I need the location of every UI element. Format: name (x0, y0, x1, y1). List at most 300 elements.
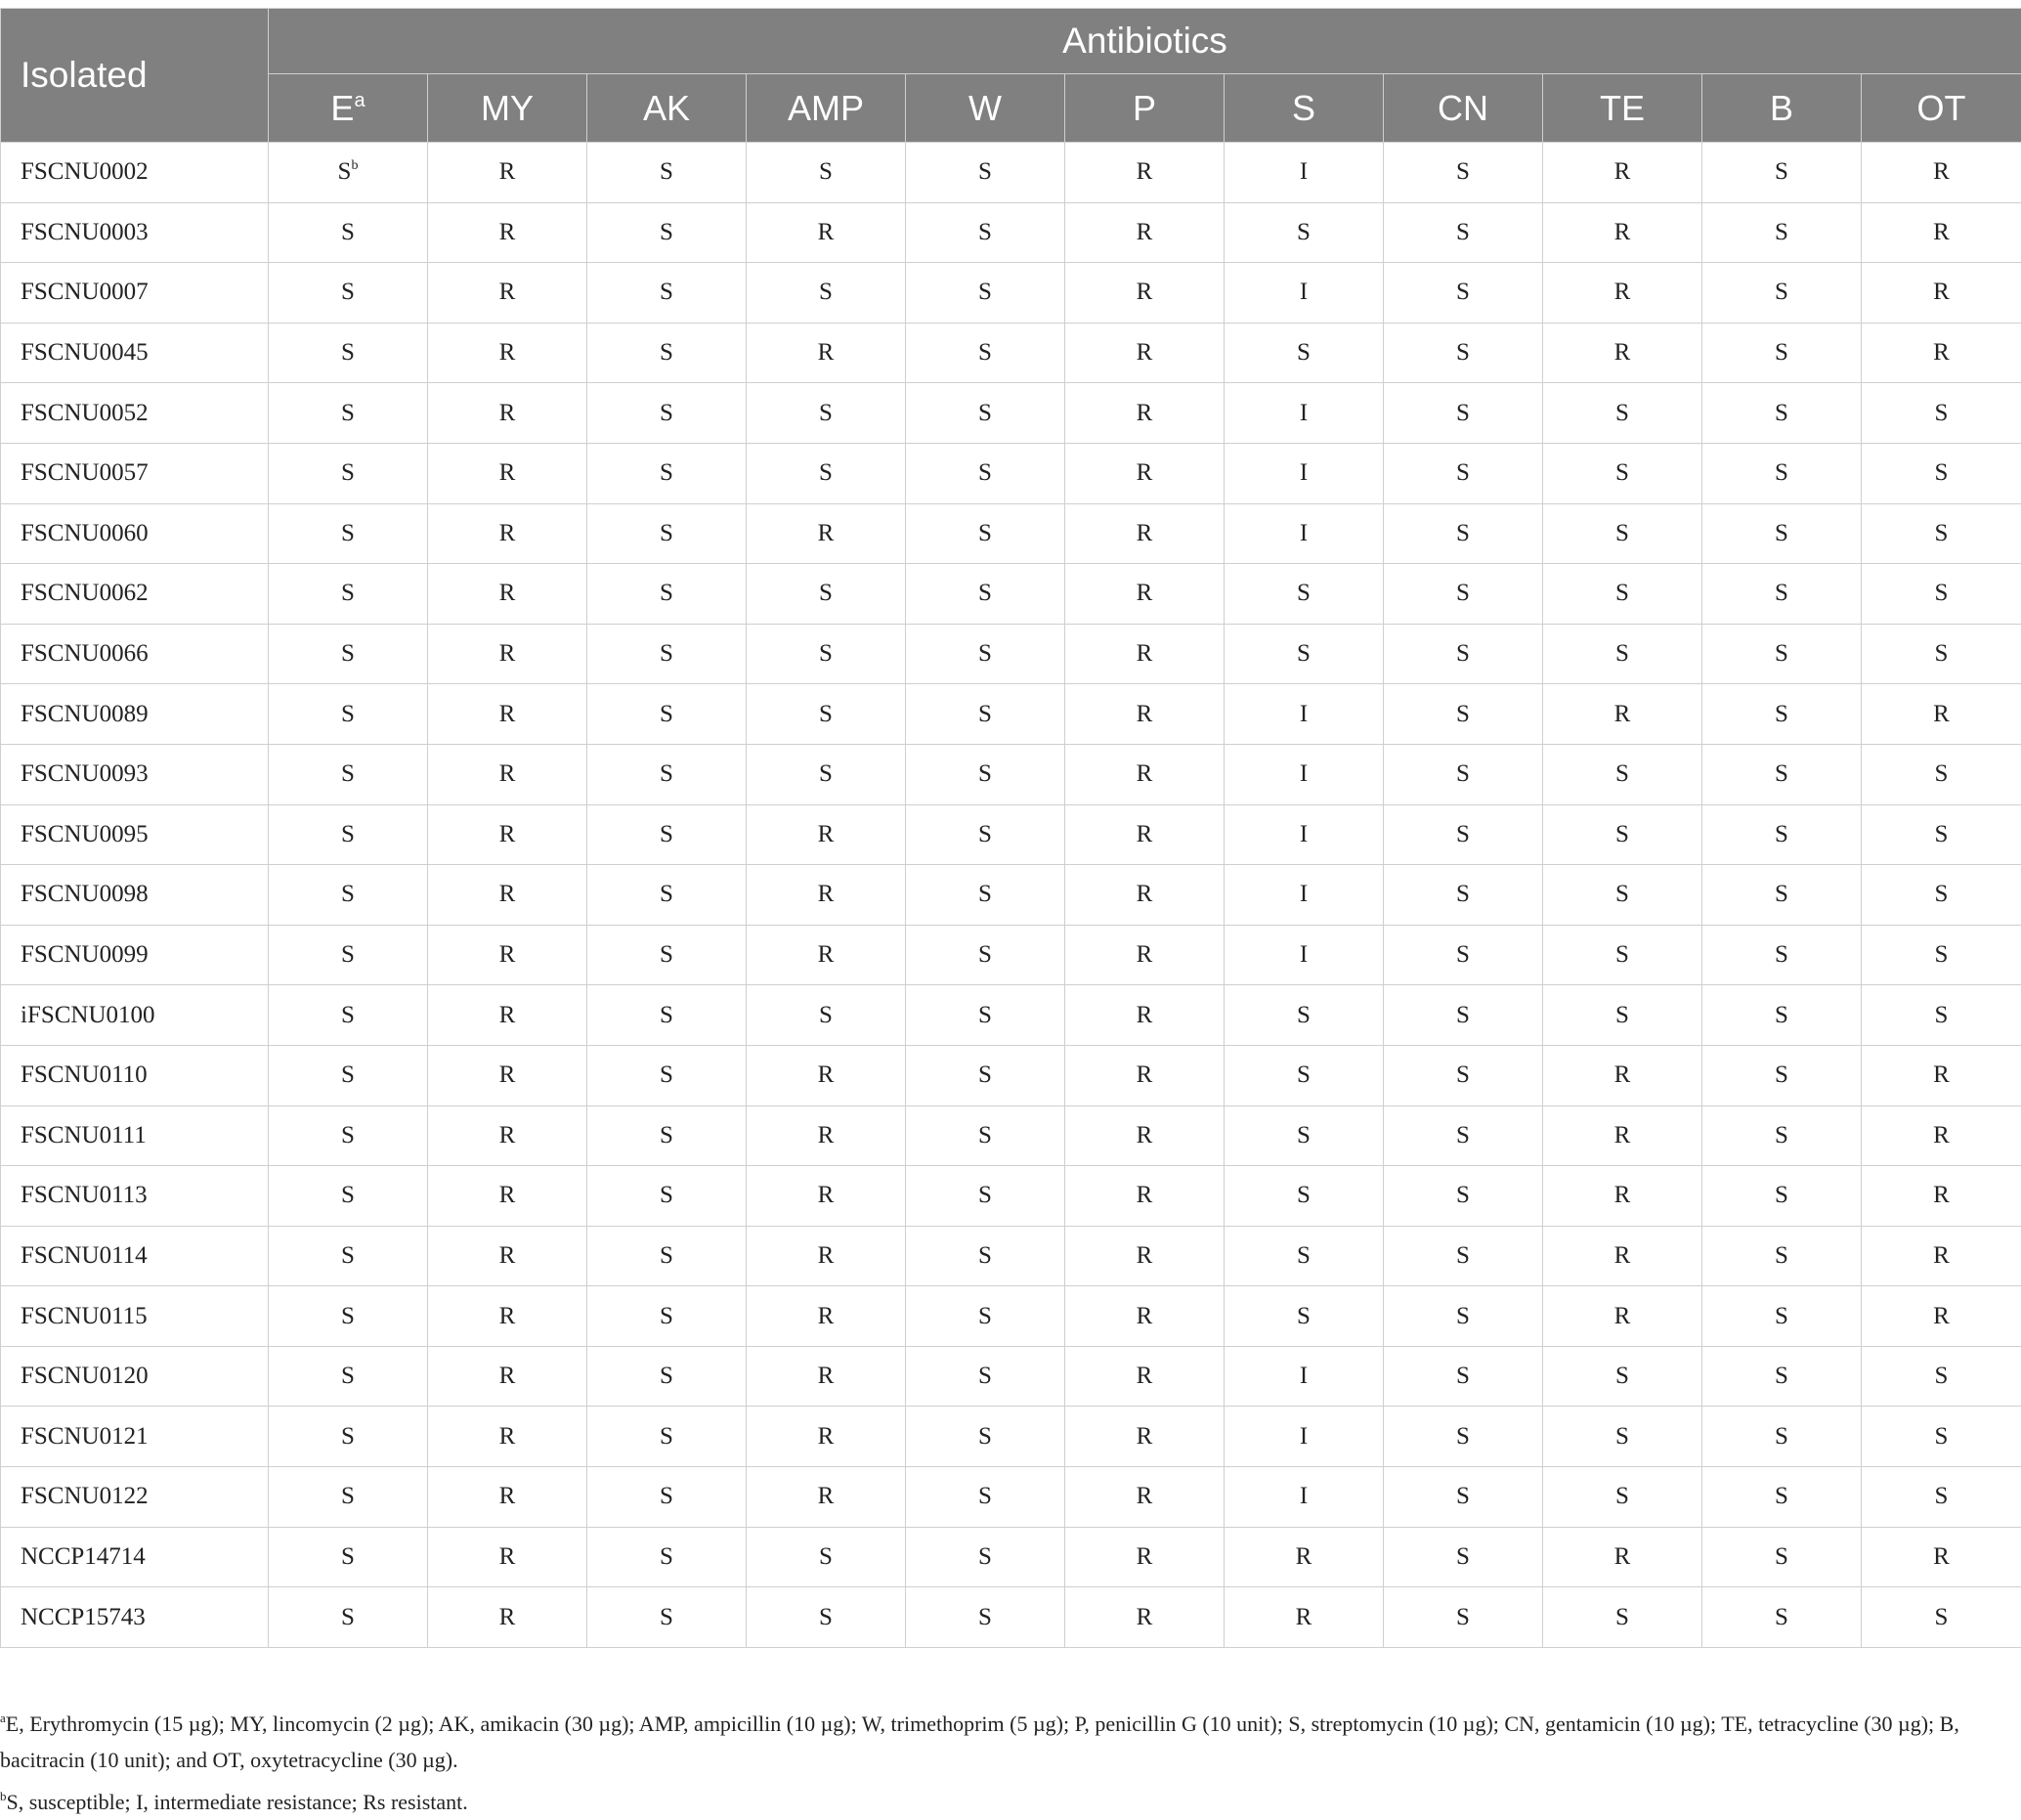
result-value: S (1456, 1423, 1470, 1450)
result-value: S (660, 1423, 673, 1450)
result-value: S (1935, 941, 1949, 968)
result-value: S (978, 459, 992, 486)
result-value: S (978, 1122, 992, 1148)
result-value: R (1614, 1062, 1631, 1088)
result-value: S (978, 760, 992, 787)
result-value: R (818, 1122, 835, 1148)
result-cell (1384, 1045, 1543, 1105)
result-cell (1543, 1226, 1702, 1286)
result-value: I (1300, 400, 1308, 426)
result-value: S (1775, 459, 1788, 486)
result-cell (1862, 624, 2021, 684)
result-cell (1225, 1407, 1384, 1467)
result-cell (269, 202, 428, 263)
result-cell (747, 1346, 906, 1407)
result-cell (428, 1587, 587, 1648)
result-cell (1225, 1587, 1384, 1648)
result-value: I (1300, 520, 1308, 546)
result-cell (1225, 443, 1384, 503)
result-value: S (341, 1303, 355, 1329)
result-value: S (1775, 1483, 1788, 1509)
result-cell (1384, 263, 1543, 324)
result-cell (587, 1166, 747, 1227)
result-value: R (1614, 279, 1631, 305)
result-cell (1862, 1226, 2021, 1286)
result-cell (269, 564, 428, 625)
result-value: S (341, 400, 355, 426)
result-value: S (819, 580, 833, 606)
result-value: R (1614, 701, 1631, 727)
result-value: S (1615, 400, 1629, 426)
result-value: S (341, 640, 355, 667)
result-value: S (341, 339, 355, 366)
result-value: R (1933, 219, 1950, 245)
result-value: I (1300, 881, 1308, 907)
result-cell (1543, 263, 1702, 324)
isolate-cell: FSCNU0110 (1, 1045, 269, 1105)
result-value: S (660, 279, 673, 305)
result-value: I (1300, 1363, 1308, 1389)
result-cell (906, 804, 1065, 865)
result-value: S (660, 1002, 673, 1028)
result-cell (747, 985, 906, 1046)
result-cell (1702, 443, 1862, 503)
result-cell (1543, 925, 1702, 985)
result-value: S (819, 1543, 833, 1570)
result-value: S (1775, 1303, 1788, 1329)
result-cell (269, 1527, 428, 1587)
result-value: I (1300, 158, 1308, 185)
result-value: R (1614, 158, 1631, 185)
result-value: S (341, 520, 355, 546)
result-value: R (499, 520, 516, 546)
result-value: S (1935, 1483, 1949, 1509)
result-cell (906, 1045, 1065, 1105)
result-value: S (1615, 520, 1629, 546)
result-cell (1225, 503, 1384, 564)
susceptibility-table (0, 8, 2021, 1648)
table-row (1, 1467, 2021, 1528)
result-value: R (1137, 400, 1153, 426)
result-value: S (1775, 701, 1788, 727)
result-value: S (341, 1182, 355, 1208)
result-value: S (660, 158, 673, 185)
result-cell (428, 684, 587, 745)
result-value: S (1456, 520, 1470, 546)
result-cell (587, 1346, 747, 1407)
result-cell (747, 1467, 906, 1528)
result-value: R (499, 701, 516, 727)
result-value: S (978, 219, 992, 245)
result-cell (1862, 1105, 2021, 1166)
table-row (1, 1407, 2021, 1467)
result-value: S (660, 1062, 673, 1088)
table-row (1, 1105, 2021, 1166)
result-cell (1702, 1407, 1862, 1467)
footnote-marker: a (354, 90, 365, 111)
result-value: S (341, 219, 355, 245)
table-row (1, 804, 2021, 865)
result-cell (428, 624, 587, 684)
result-cell (1543, 804, 1702, 865)
result-cell (428, 564, 587, 625)
result-cell (1065, 323, 1225, 383)
result-cell (1384, 1346, 1543, 1407)
table-row (1, 744, 2021, 804)
result-value: S (1775, 339, 1788, 366)
result-cell (1384, 143, 1543, 203)
result-value: R (1137, 279, 1153, 305)
result-cell (269, 684, 428, 745)
result-cell (906, 383, 1065, 444)
result-value: R (1933, 339, 1950, 366)
result-cell (269, 1166, 428, 1227)
result-cell (1065, 624, 1225, 684)
result-value: R (818, 941, 835, 968)
result-value: S (341, 1423, 355, 1450)
result-value: R (499, 1543, 516, 1570)
result-value: R (1614, 1303, 1631, 1329)
result-cell (906, 744, 1065, 804)
result-cell (906, 1587, 1065, 1648)
result-cell (1384, 624, 1543, 684)
result-value: R (499, 279, 516, 305)
result-cell (1065, 263, 1225, 324)
result-cell (269, 323, 428, 383)
result-value: S (1775, 1182, 1788, 1208)
result-cell (1225, 323, 1384, 383)
result-value: R (1137, 1423, 1153, 1450)
result-cell (428, 323, 587, 383)
antibiotic-header-s (1225, 74, 1384, 143)
table-row (1, 263, 2021, 324)
header-row-antibiotics (1, 74, 2021, 143)
result-value: S (978, 1062, 992, 1088)
result-value: S (1456, 1303, 1470, 1329)
table-row (1, 323, 2021, 383)
result-cell (906, 503, 1065, 564)
result-value: R (1137, 520, 1153, 546)
result-cell (428, 263, 587, 324)
result-cell (1384, 383, 1543, 444)
result-cell (1065, 1166, 1225, 1227)
result-value: S (1775, 941, 1788, 968)
result-cell (587, 985, 747, 1046)
result-cell (1384, 1587, 1543, 1648)
result-value: R (499, 459, 516, 486)
result-cell (1225, 684, 1384, 745)
result-cell (428, 1407, 587, 1467)
footnote-a (0, 1700, 1994, 1778)
footnote-marker: b (351, 158, 358, 173)
result-cell (1862, 865, 2021, 926)
result-value: S (978, 1604, 992, 1630)
result-value: R (1137, 941, 1153, 968)
result-value: S (1775, 1363, 1788, 1389)
result-cell (906, 985, 1065, 1046)
result-cell (1702, 1527, 1862, 1587)
table-row (1, 925, 2021, 985)
result-value: S (341, 459, 355, 486)
result-value: S (1775, 1604, 1788, 1630)
result-cell (269, 624, 428, 684)
result-value: R (1137, 640, 1153, 667)
result-cell (906, 1105, 1065, 1166)
isolate-cell: FSCNU0007 (1, 263, 269, 324)
result-cell (269, 383, 428, 444)
antibiotic-header-label: B (1770, 88, 1793, 128)
result-cell (1702, 624, 1862, 684)
result-value: I (1300, 279, 1308, 305)
result-value: R (1614, 339, 1631, 366)
result-cell (747, 1527, 906, 1587)
result-cell (269, 744, 428, 804)
result-value: S (1615, 580, 1629, 606)
result-cell (269, 865, 428, 926)
result-cell (428, 804, 587, 865)
table-row (1, 985, 2021, 1046)
table-row (1, 1166, 2021, 1227)
result-value: S (978, 881, 992, 907)
result-cell (587, 1045, 747, 1105)
isolate-cell: FSCNU0062 (1, 564, 269, 625)
result-cell (1702, 143, 1862, 203)
result-cell (1862, 263, 2021, 324)
result-cell (1225, 925, 1384, 985)
isolate-cell: FSCNU0093 (1, 744, 269, 804)
result-cell (906, 443, 1065, 503)
isolate-cell: FSCNU0099 (1, 925, 269, 985)
result-value: S (660, 821, 673, 847)
result-value: S (1775, 760, 1788, 787)
result-cell (428, 503, 587, 564)
result-value: R (1137, 1062, 1153, 1088)
result-cell (906, 1286, 1065, 1347)
result-cell (1543, 1467, 1702, 1528)
result-cell (1862, 1587, 2021, 1648)
result-value: R (499, 339, 516, 366)
result-value: R (1137, 1543, 1153, 1570)
result-value: R (818, 821, 835, 847)
result-cell (1225, 202, 1384, 263)
result-cell (587, 1105, 747, 1166)
result-cell (1862, 1407, 2021, 1467)
result-cell (906, 865, 1065, 926)
result-cell (906, 564, 1065, 625)
result-cell (747, 925, 906, 985)
result-cell (1065, 443, 1225, 503)
table-row (1, 684, 2021, 745)
result-value: S (1456, 1062, 1470, 1088)
antibiotic-header-amp (747, 74, 906, 143)
result-value: S (1297, 1062, 1311, 1088)
result-value: S (660, 339, 673, 366)
isolate-cell: FSCNU0045 (1, 323, 269, 383)
result-value: S (819, 760, 833, 787)
result-value: R (499, 1242, 516, 1269)
result-value: S (1935, 400, 1949, 426)
result-value: R (1137, 701, 1153, 727)
result-cell (587, 1467, 747, 1528)
result-cell (1543, 624, 1702, 684)
result-cell (428, 143, 587, 203)
result-value: S (341, 1122, 355, 1148)
result-value: R (499, 760, 516, 787)
table-row (1, 503, 2021, 564)
result-cell (1225, 1226, 1384, 1286)
result-cell (1384, 684, 1543, 745)
result-value: S (1615, 881, 1629, 907)
result-value: R (1137, 1002, 1153, 1028)
result-cell (587, 383, 747, 444)
result-value: S (341, 1062, 355, 1088)
result-cell (1225, 1105, 1384, 1166)
result-value: R (1933, 701, 1950, 727)
result-value: S (1615, 760, 1629, 787)
result-cell (1225, 804, 1384, 865)
result-cell (1065, 503, 1225, 564)
isolate-cell: FSCNU0115 (1, 1286, 269, 1347)
result-value: R (1137, 821, 1153, 847)
result-value: S (819, 279, 833, 305)
result-cell (269, 804, 428, 865)
result-value: S (1935, 459, 1949, 486)
result-value: S (341, 941, 355, 968)
result-cell (1225, 1467, 1384, 1528)
result-cell (1065, 1346, 1225, 1407)
result-cell (1065, 925, 1225, 985)
result-cell (1702, 1166, 1862, 1227)
result-value: R (1614, 1242, 1631, 1269)
result-value: R (1933, 1182, 1950, 1208)
result-value: R (499, 640, 516, 667)
result-value: R (1933, 1062, 1950, 1088)
result-cell (428, 985, 587, 1046)
result-cell (1702, 985, 1862, 1046)
table-row (1, 564, 2021, 625)
result-value: R (818, 1423, 835, 1450)
antibiotic-header-label: TE (1600, 88, 1645, 128)
result-value: R (1933, 158, 1950, 185)
result-cell (269, 925, 428, 985)
result-cell (1543, 1346, 1702, 1407)
antibiotic-header-label: W (968, 88, 1002, 128)
antibiotic-header-te (1543, 74, 1702, 143)
antibiotic-header-w (906, 74, 1065, 143)
result-value: S (1297, 1002, 1311, 1028)
result-cell (1702, 503, 1862, 564)
antibiotic-header-label: P (1133, 88, 1156, 128)
result-value: S (978, 400, 992, 426)
result-value: S (978, 520, 992, 546)
result-value: S (1775, 821, 1788, 847)
result-value: S (978, 339, 992, 366)
result-cell (587, 143, 747, 203)
result-cell (1543, 1286, 1702, 1347)
result-cell (1384, 1407, 1543, 1467)
footnote-a-mark: a (0, 1711, 6, 1725)
result-value: R (1296, 1543, 1312, 1570)
result-value: S (341, 1483, 355, 1509)
result-cell (1225, 624, 1384, 684)
result-cell (1225, 263, 1384, 324)
result-value: S (1935, 760, 1949, 787)
result-cell (1384, 503, 1543, 564)
result-value: S (1775, 400, 1788, 426)
result-value: I (1300, 941, 1308, 968)
result-value: S (1615, 1002, 1629, 1028)
result-value: I (1300, 1423, 1308, 1450)
result-cell (428, 1166, 587, 1227)
result-value: S (660, 1483, 673, 1509)
result-cell (269, 263, 428, 324)
result-value: S (1297, 1303, 1311, 1329)
isolated-column-header: Isolated (1, 9, 269, 143)
result-cell (1384, 865, 1543, 926)
result-value: S (660, 219, 673, 245)
isolate-cell: NCCP15743 (1, 1587, 269, 1648)
isolate-cell: FSCNU0122 (1, 1467, 269, 1528)
result-value: S (660, 640, 673, 667)
antibiotic-header-cn (1384, 74, 1543, 143)
antibiotic-header-label: S (1292, 88, 1315, 128)
result-cell (906, 925, 1065, 985)
result-value: I (1300, 459, 1308, 486)
result-value: S (660, 459, 673, 486)
result-cell (1065, 865, 1225, 926)
result-value: I (1300, 760, 1308, 787)
result-cell (1543, 684, 1702, 745)
result-cell (428, 1286, 587, 1347)
result-value: R (1296, 1604, 1312, 1630)
result-value: S (978, 158, 992, 185)
result-value: S (819, 701, 833, 727)
result-value: R (818, 1303, 835, 1329)
result-value: R (1137, 158, 1153, 185)
result-cell (906, 323, 1065, 383)
result-cell (428, 865, 587, 926)
result-cell (1225, 564, 1384, 625)
result-value: R (818, 881, 835, 907)
result-value: R (499, 1062, 516, 1088)
result-cell (1543, 1587, 1702, 1648)
result-value: S (1456, 1483, 1470, 1509)
isolate-cell: FSCNU0089 (1, 684, 269, 745)
result-value: S (978, 1543, 992, 1570)
result-cell (428, 1105, 587, 1166)
result-cell (1065, 564, 1225, 625)
result-value: S (1297, 640, 1311, 667)
result-cell (1702, 1286, 1862, 1347)
result-value: S (341, 701, 355, 727)
result-value: S (1775, 520, 1788, 546)
result-value: S (1775, 640, 1788, 667)
result-value: S (1935, 580, 1949, 606)
footnote-b (0, 1778, 1994, 1820)
antibiotics-group-header: Antibiotics (269, 9, 2021, 74)
result-value: R (499, 1363, 516, 1389)
result-cell (1543, 985, 1702, 1046)
result-cell (1543, 564, 1702, 625)
result-value: S (1456, 701, 1470, 727)
result-cell (906, 1467, 1065, 1528)
result-cell (428, 1045, 587, 1105)
result-value: I (1300, 1483, 1308, 1509)
result-cell (906, 1166, 1065, 1227)
result-cell (747, 1286, 906, 1347)
result-cell (428, 202, 587, 263)
result-cell (1862, 503, 2021, 564)
